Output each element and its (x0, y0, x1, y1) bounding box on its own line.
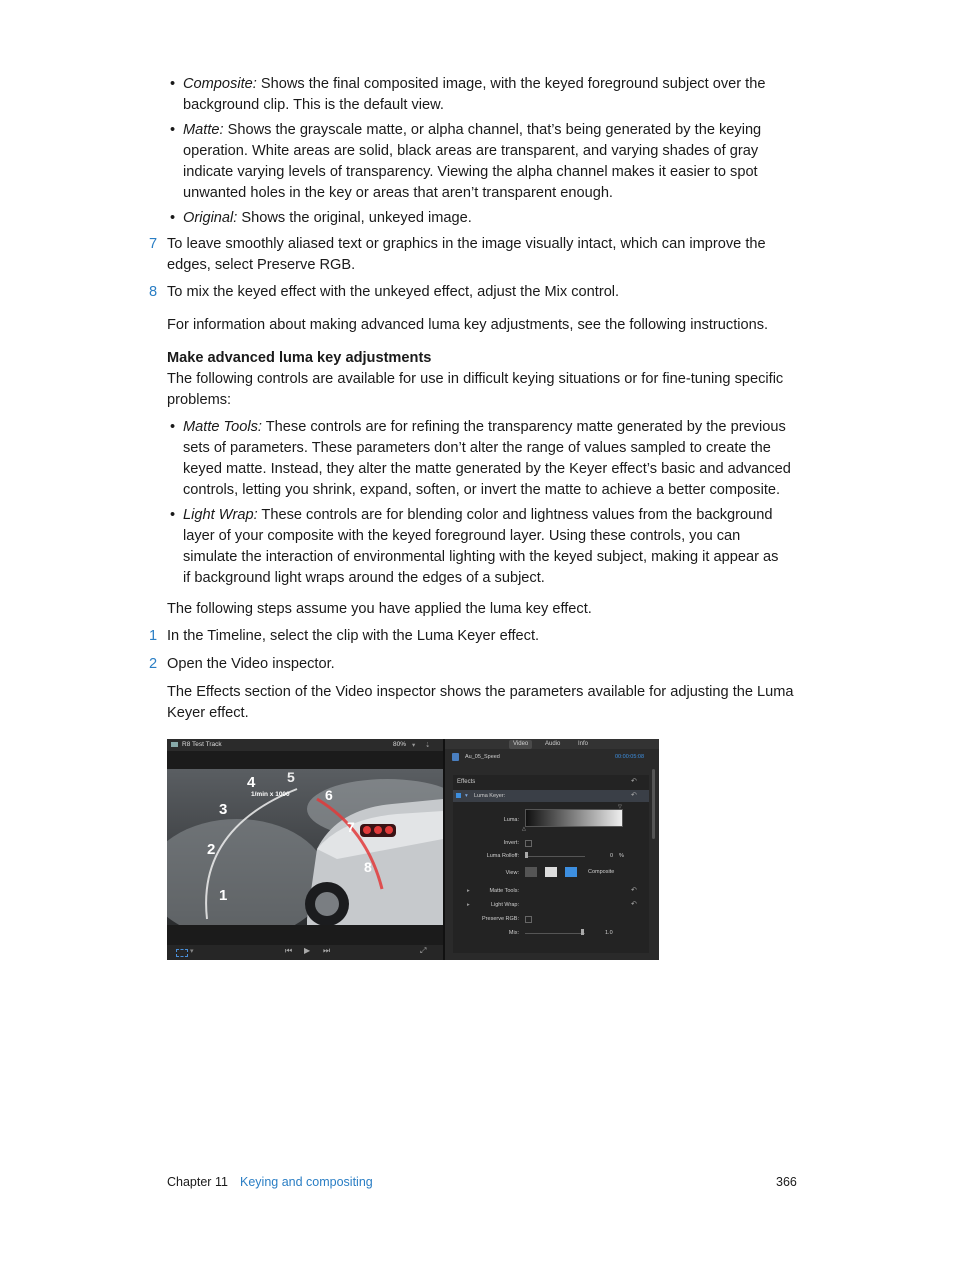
luma-handle-icon[interactable]: ▽ (618, 804, 622, 810)
step-7-text: To leave smoothly aliased text or graphics in the image visually intact, which can improve the edges, select Preserve RGB. (167, 236, 766, 273)
info-paragraph: For information about making advanced luma key adjustments, see the following instructions. (167, 317, 769, 333)
bullet-light-wrap: Light Wrap: These controls are for blending color and lightness values from the background layer of your composite with the keyed foreground layer. Using these controls, you can simulate the interaction of environmental lighting with the keyed subject, making it appear as if background light wraps around the edges of a subject. (183, 507, 779, 586)
view-label: View: (505, 870, 519, 876)
previous-frame-icon[interactable]: ⏮ (285, 946, 293, 955)
view-mode-label: Composite (588, 869, 615, 875)
invert-checkbox[interactable] (525, 840, 532, 847)
mix-value[interactable]: 1.0 (605, 930, 613, 936)
bullet-marker: • (170, 210, 176, 226)
footer-chapter-link[interactable]: Keying and compositing (240, 1175, 373, 1189)
gauge-number: 3 (219, 801, 228, 818)
light-wrap-label[interactable]: Light Wrap: (490, 902, 519, 908)
inspector-scrollbar[interactable] (652, 769, 655, 839)
disclosure-triangle-icon[interactable]: ▸ (467, 902, 470, 908)
clip-name: Au_05_Speed (465, 754, 500, 760)
gauge-unit: 1/min x 1000 (251, 791, 290, 798)
matte-tools-label[interactable]: Matte Tools: (489, 888, 519, 894)
luma-rolloff-value[interactable]: 0 (610, 853, 614, 859)
bullet-marker: • (170, 122, 176, 138)
disclosure-triangle-icon[interactable]: ▸ (467, 888, 470, 894)
section-heading: Make advanced luma key adjustments (167, 350, 432, 366)
zoom-chevron-icon[interactable]: ▾ (412, 742, 416, 749)
reset-icon[interactable]: ↶ (631, 792, 637, 799)
tab-video[interactable]: Video (509, 740, 532, 749)
viewer-image (167, 769, 443, 925)
step-number-8: 8 (149, 284, 158, 300)
page-number: 366 (776, 1175, 797, 1189)
chevron-down-icon[interactable]: ▾ (190, 948, 194, 955)
step-number-2: 2 (149, 656, 158, 672)
timecode: 00:00:05:08 (615, 754, 645, 760)
preserve-rgb-label: Preserve RGB: (482, 916, 519, 922)
gauge-number: 5 (287, 769, 295, 785)
step-number-1: 1 (149, 628, 158, 644)
gauge-number: 8 (364, 859, 372, 875)
effect-name: Luma Keyer: (474, 793, 506, 799)
fullscreen-icon[interactable]: ⤢ (420, 946, 427, 955)
luma-rolloff-slider[interactable] (525, 856, 585, 857)
bullet-marker: • (170, 507, 176, 523)
tab-info[interactable]: Info (578, 741, 589, 747)
gauge-number: 4 (247, 774, 256, 791)
bullet-marker: • (170, 76, 176, 92)
bullet-original: Original: Shows the original, unkeyed image. (183, 210, 472, 226)
viewer-pane (167, 739, 445, 960)
enable-checkbox-icon[interactable] (456, 793, 461, 798)
slider-thumb[interactable] (525, 852, 528, 858)
next-frame-icon[interactable]: ⏭ (323, 946, 331, 955)
bullet-matte: Matte: Shows the grayscale matte, or alpha channel, that’s being generated by the keying operation. White areas are solid, black areas are transparent, and varying shades of gray indicate varying levels of transparency. Viewing the alpha channel makes it easier to spot unwanted holes in the key or areas that aren’t transparent enough. (183, 122, 762, 201)
transform-icon[interactable] (176, 949, 188, 957)
luma-gradient-control[interactable] (525, 809, 623, 827)
bullet-composite: Composite: Shows the final composited image, with the keyed foreground subject over the background clip. This is the default view. (183, 76, 766, 113)
steps-assume-paragraph: The following steps assume you have applied the luma key effect. (167, 601, 592, 617)
gauge-number: 6 (325, 787, 333, 803)
mix-slider[interactable] (525, 933, 585, 934)
luma-rolloff-label: Luma Rolloff: (486, 853, 519, 859)
disclosure-triangle-icon[interactable]: ▾ (465, 793, 468, 799)
gauge-number: 7 (347, 819, 355, 835)
luma-label: Luma: (503, 817, 519, 823)
viewer-icon (171, 742, 178, 747)
luma-rolloff-unit: % (619, 853, 624, 859)
slider-thumb[interactable] (581, 929, 584, 935)
invert-label: Invert: (503, 840, 519, 846)
bullet-matte-tools: Matte Tools: These controls are for refining the transparency matte generated by the previous sets of parameters. These parameters don’t alter the range of values sampled to create the keyed matte. Instead, they alter the matte generated by the Keyer effect’s basic and advanced controls, letting you shrink, expand, soften, or invert the matte to achieve a better composite. (183, 419, 791, 498)
effects-paragraph: The Effects section of the Video inspector shows the parameters available for adjusting the Luma Keyer effect. (167, 684, 794, 721)
app-screenshot-figure (167, 739, 659, 960)
step-2-text: Open the Video inspector. (167, 656, 335, 672)
reset-icon[interactable]: ↶ (631, 901, 637, 908)
play-icon[interactable]: ▶ (304, 946, 311, 955)
viewer-title: R8 Test Track (182, 741, 222, 748)
step-8-text: To mix the keyed effect with the unkeyed effect, adjust the Mix control. (167, 284, 620, 300)
viewer-header (167, 739, 443, 751)
bullet-marker: • (170, 419, 176, 435)
tab-audio[interactable]: Audio (545, 741, 561, 747)
view-options-icon[interactable]: ⇣ (425, 742, 431, 749)
section-intro: The following controls are available for use in difficult keying situations or for fine-tuning specific problems: (167, 371, 784, 408)
reset-icon[interactable]: ↶ (631, 887, 637, 894)
view-composite-button[interactable] (525, 867, 537, 877)
step-1-text: In the Timeline, select the clip with the Luma Keyer effect. (167, 628, 540, 644)
viewer-toolbar (167, 945, 443, 960)
inspector-pane (445, 739, 659, 960)
preserve-rgb-checkbox[interactable] (525, 916, 532, 923)
viewer-zoom[interactable]: 80% (393, 741, 407, 748)
gauge-number: 2 (207, 841, 216, 858)
clip-icon (452, 753, 459, 761)
effects-label: Effects (457, 779, 476, 785)
view-matte-button[interactable] (545, 867, 557, 877)
mix-label: Mix: (508, 930, 519, 936)
view-original-button[interactable] (565, 867, 577, 877)
luma-handle-icon[interactable]: △ (522, 826, 526, 832)
footer-chapter: Chapter 11 (167, 1175, 228, 1189)
step-number-7: 7 (149, 236, 158, 252)
gauge-number: 1 (219, 887, 228, 904)
reset-icon[interactable]: ↶ (631, 778, 637, 785)
